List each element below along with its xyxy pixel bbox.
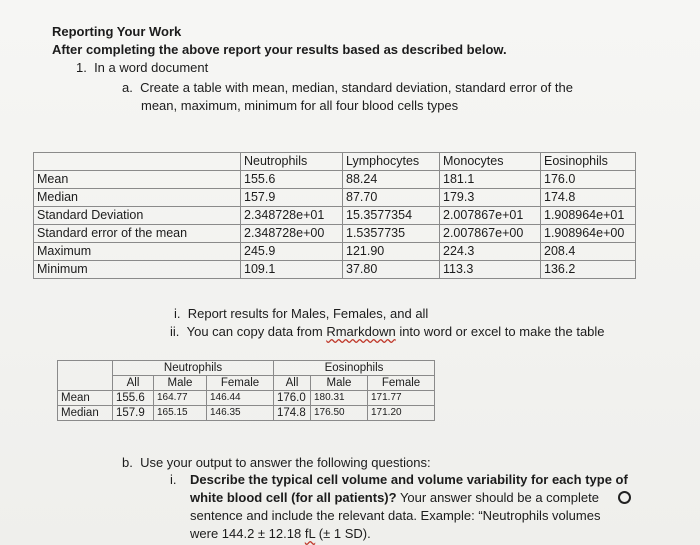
group-eosinophils: Eosinophils xyxy=(274,361,435,376)
row-label: Median xyxy=(58,406,113,421)
table-cell: 165.15 xyxy=(154,406,207,421)
table-cell: 2.007867e+01 xyxy=(440,207,541,225)
sex-stats-table xyxy=(57,360,435,421)
row-label: Maximum xyxy=(34,243,241,261)
table-row xyxy=(34,171,636,189)
question-line2: white blood cell (for all patients)? Your answer should be a complete xyxy=(190,490,599,505)
table-cell: 37.80 xyxy=(343,261,440,279)
group-neutrophils: Neutrophils xyxy=(113,361,274,376)
column-header: Lymphocytes xyxy=(343,153,440,171)
question-number: i. xyxy=(170,472,177,487)
table-row xyxy=(34,189,636,207)
table-cell: 180.31 xyxy=(311,391,368,406)
table-row xyxy=(34,243,636,261)
table-cell: 2.348728e+00 xyxy=(241,225,343,243)
table-cell: 1.908964e+01 xyxy=(541,207,636,225)
stats-table-header-row xyxy=(34,153,636,171)
table2-subheader-row xyxy=(58,376,435,391)
sub-header: All xyxy=(113,376,154,391)
table-row xyxy=(34,261,636,279)
table-cell: 15.3577354 xyxy=(343,207,440,225)
table-cell: 171.77 xyxy=(368,391,435,406)
row-label: Mean xyxy=(34,171,241,189)
table-cell: 136.2 xyxy=(541,261,636,279)
table-cell: 164.77 xyxy=(154,391,207,406)
sub-header: Female xyxy=(368,376,435,391)
table-cell: 88.24 xyxy=(343,171,440,189)
table-cell: 224.3 xyxy=(440,243,541,261)
list-item-1: 1. In a word document xyxy=(76,60,209,75)
radio-circle-icon[interactable] xyxy=(618,491,631,504)
sub-header-corner xyxy=(58,376,113,391)
table-cell: 1.5357735 xyxy=(343,225,440,243)
sub-header: Male xyxy=(311,376,368,391)
column-header: Monocytes xyxy=(440,153,541,171)
table-cell: 157.9 xyxy=(113,406,154,421)
table-cell: 2.348728e+01 xyxy=(241,207,343,225)
question-line4: were 144.2 ± 12.18 fL (± 1 SD). xyxy=(190,526,371,541)
roman-item-ii: ii. You can copy data from Rmarkdown into word or excel to make the table xyxy=(170,324,605,339)
table-cell: 1.908964e+00 xyxy=(541,225,636,243)
row-label: Minimum xyxy=(34,261,241,279)
table-cell: 146.35 xyxy=(207,406,274,421)
row-label: Median xyxy=(34,189,241,207)
stats-table xyxy=(33,152,636,279)
sub-header: All xyxy=(274,376,311,391)
table-cell: 113.3 xyxy=(440,261,541,279)
table-cell: 176.0 xyxy=(274,391,311,406)
table2-group-row xyxy=(58,361,435,376)
question-line1: Describe the typical cell volume and volume variability for each type of xyxy=(190,472,628,487)
heading: Reporting Your Work xyxy=(52,24,182,39)
sub-header: Female xyxy=(207,376,274,391)
table-cell: 176.0 xyxy=(541,171,636,189)
table-cell: 109.1 xyxy=(241,261,343,279)
list-item-b: b. Use your output to answer the following questions: xyxy=(122,455,431,470)
table-row xyxy=(58,406,435,421)
table-row xyxy=(58,391,435,406)
table-cell: 87.70 xyxy=(343,189,440,207)
row-label: Standard error of the mean xyxy=(34,225,241,243)
table-cell: 179.3 xyxy=(440,189,541,207)
subheading: After completing the above report your results based as described below. xyxy=(52,42,507,57)
rmarkdown-word: Rmarkdown xyxy=(326,324,396,339)
table-cell: 2.007867e+00 xyxy=(440,225,541,243)
table-cell: 155.6 xyxy=(113,391,154,406)
header-corner xyxy=(34,153,241,171)
table-cell: 157.9 xyxy=(241,189,343,207)
sub-header: Male xyxy=(154,376,207,391)
table-cell: 176.50 xyxy=(311,406,368,421)
table-cell: 208.4 xyxy=(541,243,636,261)
list-item-a-line1: a. Create a table with mean, median, standard deviation, standard error of the xyxy=(122,80,573,95)
table-cell: 121.90 xyxy=(343,243,440,261)
roman-item-i: i. Report results for Males, Females, and all xyxy=(174,306,429,321)
table-cell: 155.6 xyxy=(241,171,343,189)
table-cell: 146.44 xyxy=(207,391,274,406)
question-line3: sentence and include the relevant data. Example: “Neutrophils volumes xyxy=(190,508,601,523)
table-cell: 174.8 xyxy=(541,189,636,207)
table-row xyxy=(34,225,636,243)
column-header: Eosinophils xyxy=(541,153,636,171)
table-cell: 174.8 xyxy=(274,406,311,421)
table-row xyxy=(34,207,636,225)
row-label: Standard Deviation xyxy=(34,207,241,225)
row-label: Mean xyxy=(58,391,113,406)
table-cell: 245.9 xyxy=(241,243,343,261)
list-item-a-line2: mean, maximum, minimum for all four blood cells types xyxy=(141,98,459,113)
table-cell: 171.20 xyxy=(368,406,435,421)
table-cell: 181.1 xyxy=(440,171,541,189)
column-header: Neutrophils xyxy=(241,153,343,171)
